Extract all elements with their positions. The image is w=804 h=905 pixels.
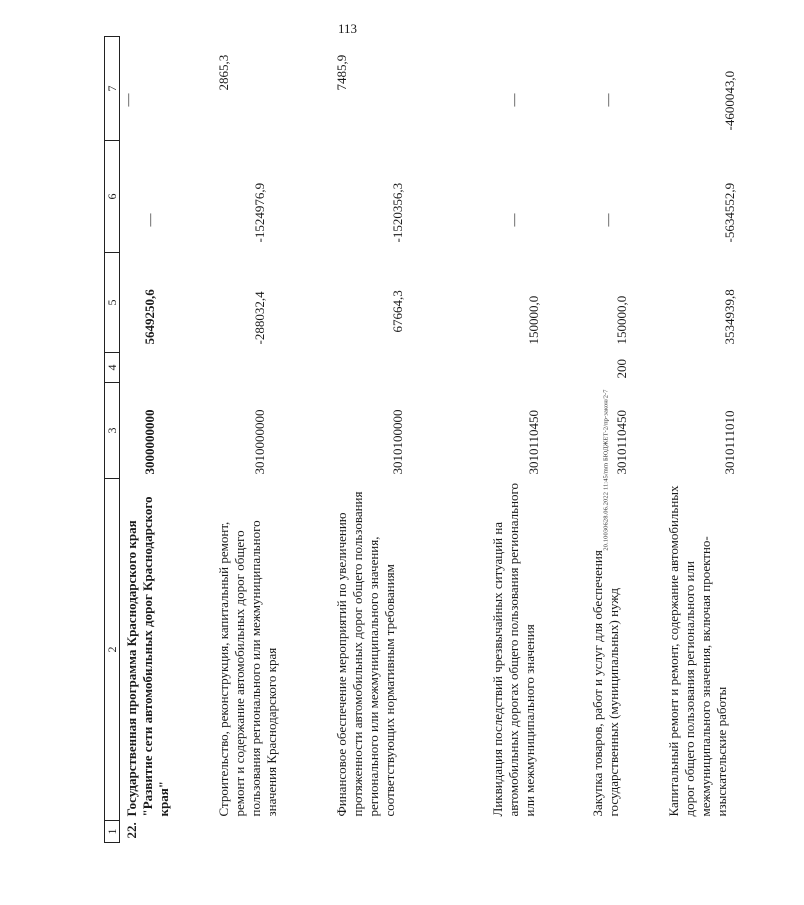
table-row [486,37,586,843]
row-code: 3010110450 [526,409,541,475]
row-value-7: — [506,93,521,107]
row-number [486,821,586,843]
table-row [586,37,662,843]
row-value-6: — [600,213,615,227]
row-code: 3010110450 [614,409,629,475]
row-name: Государственная программа Краснодарского края "Развитие сети автомобильных дорог Краснодарского края" [124,496,171,817]
row-name: Финансовое обеспечение мероприятий по увеличению протяженности автомобильных дорог общего пользования регионального или межмуниципального значения, соответствующих нормативным требованиям [334,491,397,817]
row-value-7: -4600043,0 [722,70,737,131]
row-value-5: 67664,3 [390,290,405,333]
header-cell: 6 [105,141,120,253]
row-number [586,821,662,843]
table-row [120,37,213,843]
header-cell: 5 [105,253,120,353]
header-cell: 2 [105,479,120,821]
row-value-5: -288032,4 [252,291,267,345]
row-value-6: — [142,213,157,227]
row-name: Строительство, реконструкция, капитальный ремонт, ремонт и содержание автомобильных дорог общего пользования регионального или межмуниципального значения Краснодарского края [216,520,279,817]
header-cell: 4 [105,353,120,383]
header-row [105,37,120,843]
row-value-7: — [120,93,135,107]
row-code: 3010000000 [252,409,267,475]
row-value-5: 150000,0 [526,295,541,345]
row-value-5: 3534939,8 [722,289,737,345]
row-number [662,821,804,843]
header-cell: 7 [105,37,120,141]
row-vr [486,353,586,383]
row-value-7: — [600,93,615,107]
side-code-text: 20.10030628.06.2022 11:45/mm БЮДЖЕТ-2/пр-закон/2-7 [602,389,610,551]
row-name: Ликвидация последствий чрезвычайных ситуаций на автомобильных дорогах общего пользования регионального или межмуниципального значения [490,482,537,817]
row-code: 3010100000 [390,409,405,475]
header-cell: 3 [105,383,120,479]
page-number: 113 [338,21,358,36]
budget-table [104,36,804,843]
row-vr: 200 [614,359,629,379]
table-row [662,37,804,843]
row-number [330,821,486,843]
row-code: 3000000000 [142,409,157,475]
row-value-7: 7485,9 [334,54,349,91]
row-name: Закупка товаров, работ и услуг для обеспечения государственных (муниципальных) нужд [590,550,621,817]
row-vr [662,353,804,383]
row-number [212,821,330,843]
header-cell: 1 [105,821,120,843]
row-value-5: 150000,0 [614,295,629,345]
row-name: Капитальный ремонт и ремонт, содержание автомобильных дорог общего пользования регионального или межмуниципального значения, включая проектно-изыскательские работы [666,485,729,817]
table-row [212,37,330,843]
row-number: 22. [124,822,139,839]
row-value-7: 2865,3 [216,54,231,91]
row-value-6: — [506,213,521,227]
row-vr [120,353,213,383]
row-value-6: -5634552,9 [722,182,737,243]
row-value-6: -1520356,3 [390,182,405,243]
row-code: 3010111010 [722,410,737,475]
row-vr [330,353,486,383]
row-value-6: -1524976,9 [252,182,267,243]
row-vr [212,353,330,383]
table-row [330,37,486,843]
row-value-5: 5649250,6 [142,289,157,345]
